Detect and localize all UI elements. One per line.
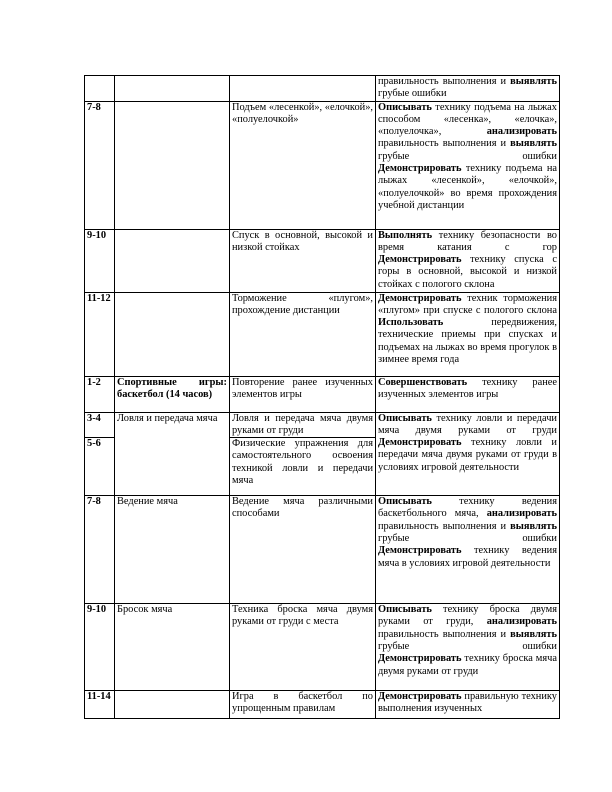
table-row [85, 376, 560, 412]
topic-cell: Ведение мяча различными способами [230, 496, 376, 604]
topic-cell: Спуск в основной, высокой и низкой стойках [230, 229, 376, 292]
action-verb: Использовать [378, 317, 444, 329]
activity-text: правильность выполнения и [378, 520, 511, 532]
action-verb: Совершенствовать [378, 376, 468, 388]
activity-cell [376, 376, 560, 412]
activity-paragraph [378, 377, 557, 402]
section-cell [115, 292, 230, 376]
action-verb: Демонстрировать [378, 254, 462, 266]
activity-text: технику спуска с горы в основной, высокой и низкой стойках с пологого склона [378, 254, 557, 290]
action-verb: анализировать [486, 126, 557, 138]
activity-text: технику ловли и передачи мяча двумя руками от груди в условиях игровой деятельности [378, 437, 557, 473]
action-verb: Демонстрировать [378, 437, 462, 449]
activity-paragraph [378, 102, 557, 163]
section-cell [115, 229, 230, 292]
action-verb: анализировать [486, 508, 557, 520]
section-title-cell: Спортивные игры: баскетбол (14 часов) [115, 376, 230, 412]
activity-text: технику безопасности во время катания с гор [378, 229, 557, 253]
activity-text: правильность выполнения и [378, 76, 511, 87]
action-verb: выявлять [510, 138, 557, 150]
activity-cell [376, 229, 560, 292]
activity-paragraph [378, 691, 557, 716]
section-cell: Ловля и передача мяча [115, 412, 230, 496]
topic-cell: Техника броска мяча двумя руками от груди с места [230, 604, 376, 691]
action-verb: Выполнять [378, 229, 433, 241]
table-row [85, 76, 560, 102]
activity-cell [376, 604, 560, 691]
section-cell [115, 691, 230, 719]
activity-cell [376, 691, 560, 719]
activity-text: технику ловли и передачи мяча двумя руками от груди [378, 412, 557, 436]
action-verb: выявлять [510, 520, 557, 532]
activity-paragraph [378, 496, 557, 545]
activity-text: технику подъема на лыжах способом «лесенка», «елочка», «полуелочка», [378, 101, 557, 138]
action-verb: Демонстрировать [378, 292, 462, 304]
action-verb: Описывать [378, 604, 432, 616]
activity-paragraph [378, 604, 557, 653]
activity-text: правильность выполнения и [378, 628, 511, 640]
lesson-number-cell: 9-10 [85, 229, 115, 292]
action-verb: анализировать [486, 616, 557, 628]
action-verb: Демонстрировать [378, 691, 462, 703]
activity-text: технику броска мяча двумя руками от груди [378, 653, 557, 677]
lesson-number-cell: 1-2 [85, 376, 115, 412]
topic-cell: Игра в баскетбол по упрощенным правилам [230, 691, 376, 719]
activity-paragraph [378, 413, 557, 438]
lesson-number-cell: 11-12 [85, 292, 115, 376]
table-row [85, 496, 560, 604]
topic-cell: Ловля и передача мяча двумя руками от груди [230, 412, 376, 438]
topic-cell: Повторение ранее изученных элементов игры [230, 376, 376, 412]
activity-paragraph [378, 254, 557, 291]
topic-cell: Подъем «лесенкой», «елочкой», «полуелочкой» [230, 101, 376, 229]
activity-text: технику ведения мяча в условиях игровой деятельности [378, 545, 557, 569]
activity-cell [376, 101, 560, 229]
activity-text: технику подъема на лыжах «лесенкой», «елочкой», «полуелочкой» во время прохождения учебной дистанции [378, 163, 557, 211]
activity-text: правильность выполнения и [378, 138, 511, 150]
activity-paragraph [378, 317, 557, 366]
lesson-plan-table [84, 75, 560, 719]
activity-text: правильную технику выполнения изученных [378, 691, 557, 715]
action-verb: Описывать [378, 101, 432, 113]
topic-cell: Физические упражнения для самостоятельного освоения техникой ловли и передачи мяча [230, 438, 376, 496]
lesson-number-cell: 7-8 [85, 101, 115, 229]
activity-paragraph [378, 230, 557, 255]
table-row [85, 292, 560, 376]
activity-text: грубые ошибки [378, 533, 557, 545]
activity-text: передвижения, технические приемы при спусках и подъемах на лыжах во время прогулок в зимнее время года [378, 317, 557, 366]
lesson-number-cell: 9-10 [85, 604, 115, 691]
table-row [85, 691, 560, 719]
lesson-number-cell: 7-8 [85, 496, 115, 604]
action-verb: выявлять [510, 76, 557, 87]
section-cell: Бросок мяча [115, 604, 230, 691]
action-verb: Демонстрировать [378, 545, 462, 557]
action-verb: выявлять [510, 628, 557, 640]
table-row [85, 101, 560, 229]
activity-text: технику ранее изученных элементов игры [378, 376, 557, 400]
action-verb: Демонстрировать [378, 653, 462, 665]
section-cell [115, 76, 230, 102]
action-verb: Демонстрировать [378, 163, 462, 175]
activity-text: грубые ошибки [378, 641, 557, 653]
topic-cell: Торможение «плугом», прохождение дистанции [230, 292, 376, 376]
section-cell: Ведение мяча [115, 496, 230, 604]
activity-cell [376, 76, 560, 102]
table-row [85, 229, 560, 292]
activity-paragraph [378, 163, 557, 212]
activity-text: технику броска двумя руками от груди, [378, 604, 557, 628]
topic-cell [230, 76, 376, 102]
activity-paragraph [378, 437, 557, 474]
lesson-number-cell [85, 76, 115, 102]
lesson-number-cell: 11-14 [85, 691, 115, 719]
activity-text: техник торможения «плугом» при спуске с пологого склона [378, 292, 557, 316]
table-row [85, 604, 560, 691]
activity-cell [376, 412, 560, 496]
activity-cell [376, 292, 560, 376]
action-verb: Описывать [378, 412, 432, 424]
section-cell [115, 101, 230, 229]
table-row [85, 412, 560, 438]
activity-text: грубые ошибки [378, 150, 557, 162]
activity-paragraph [378, 545, 557, 570]
activity-paragraph [378, 653, 557, 678]
activity-cell [376, 496, 560, 604]
activity-text: технику ведения баскетбольного мяча, [378, 496, 557, 520]
lesson-number-cell: 5-6 [85, 438, 115, 496]
activity-paragraph [378, 293, 557, 318]
lesson-number-cell: 3-4 [85, 412, 115, 438]
activity-paragraph [378, 76, 557, 101]
activity-text: грубые ошибки [378, 88, 447, 100]
action-verb: Описывать [378, 496, 432, 508]
